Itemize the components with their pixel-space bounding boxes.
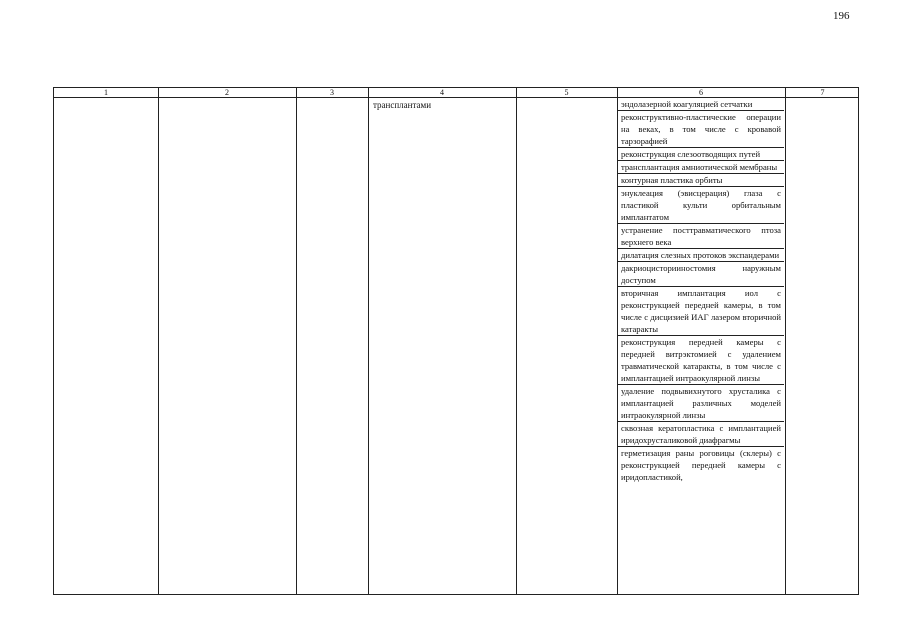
procedure-cell: контурная пластика орбиты xyxy=(618,174,784,187)
header-col-5: 5 xyxy=(564,88,569,97)
procedure-cell: трансплантация амниотической мембраны xyxy=(618,161,784,174)
page-number: 196 xyxy=(833,10,850,22)
procedure-cell: реконструкция передней камеры с передней витрэктомией с удалением травматической катаракты, в том числе с имплантацией интраокулярной линзы xyxy=(618,336,784,385)
procedure-cell: герметизация раны роговицы (склеры) с реконструкцией передней камеры с иридопластикой, xyxy=(621,448,781,482)
procedure-cell: реконструктивно-пластические операции на веках, в том числе с кровавой тарзорафией xyxy=(618,111,784,148)
procedure-cell: удаление подвывихнутого хрусталика с имплантацией различных моделей интраокулярной линзы xyxy=(618,385,784,422)
header-col-6: 6 xyxy=(699,88,703,97)
procedure-cell: энуклеация (эвисцерация) глаза с пластикой культи орбитальным имплантатом xyxy=(618,187,784,224)
procedure-cell: дилатация слезных протоков экспандерами xyxy=(618,249,784,262)
column-divider xyxy=(158,88,159,594)
col6-procedure-list xyxy=(618,98,784,483)
procedure-cell: реконструкция слезоотводящих путей xyxy=(618,148,784,161)
table xyxy=(53,87,859,595)
col4-text: трансплантами xyxy=(373,100,432,110)
header-col-2: 2 xyxy=(225,88,229,97)
header-col-1: 1 xyxy=(104,88,108,97)
header-col-4: 4 xyxy=(440,88,444,97)
column-divider xyxy=(516,88,517,594)
procedure-cell: устранение посттравматического птоза верхнего века xyxy=(618,224,784,249)
column-divider xyxy=(368,88,369,594)
header-col-7: 7 xyxy=(820,88,825,97)
column-divider xyxy=(296,88,297,594)
table-header-row xyxy=(54,88,858,98)
procedure-cell: сквозная кератопластика с имплантацией иридохрусталиковой диафрагмы xyxy=(618,422,784,447)
column-divider xyxy=(785,88,786,594)
procedure-cell: дакриоцисторииностомия наружным доступом xyxy=(618,262,784,287)
procedure-cell: вторичная имплантация иол с реконструкцией передней камеры, в том числе с дисцизией ИАГ лазером вторичной катаракты xyxy=(618,287,784,336)
procedure-cell: эндолазерной коагуляцией сетчатки xyxy=(618,98,784,111)
header-col-3: 3 xyxy=(330,88,334,97)
